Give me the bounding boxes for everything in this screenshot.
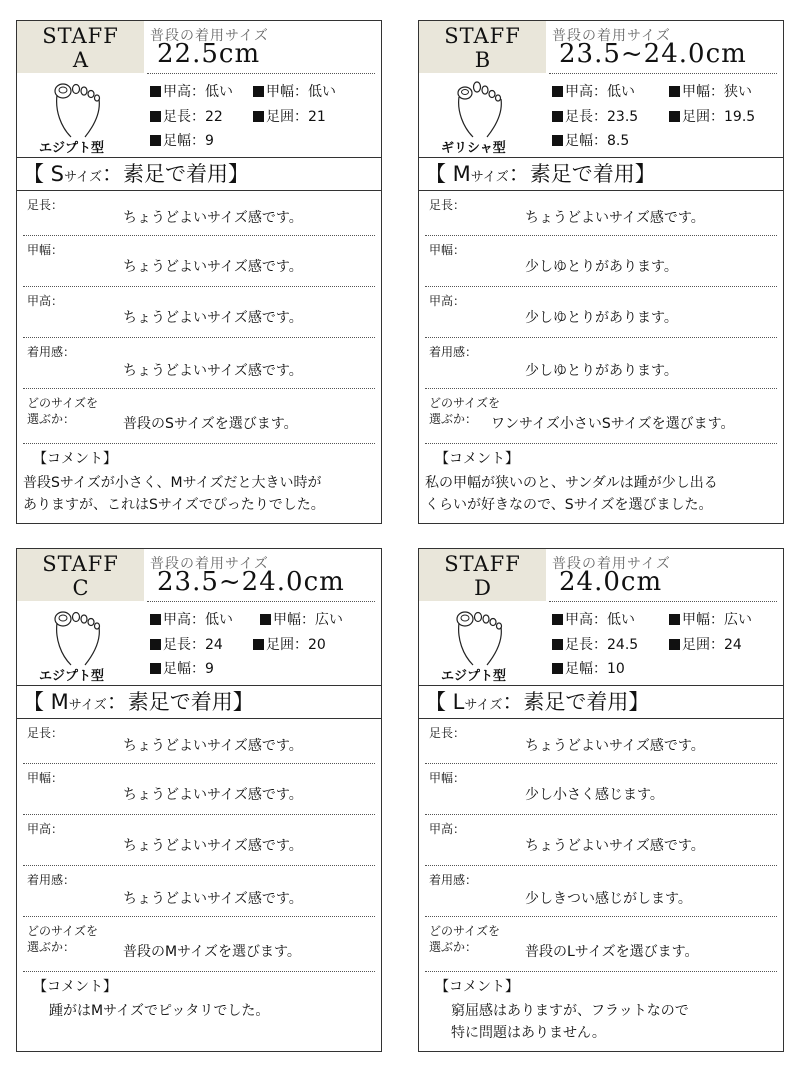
row-instep-height: 甲高： ちょうどよいサイズ感です。 <box>23 815 375 866</box>
spec-girth: 足囲：19.5 <box>669 106 755 126</box>
square-bullet-icon <box>253 111 264 122</box>
comment-text: 踵がはMサイズでピッタリでした。 <box>49 1003 270 1019</box>
size-heading: 【 Lサイズ：素足で着用】 <box>419 686 783 719</box>
row-instep-width: 甲幅： ちょうどよいサイズ感です。 <box>23 236 375 287</box>
divider <box>549 73 777 74</box>
square-bullet-icon <box>150 135 161 146</box>
staff-letter: C <box>72 576 89 600</box>
row-instep-height: 甲高： 少しゆとりがあります。 <box>425 287 777 338</box>
square-bullet-icon <box>552 135 563 146</box>
comment-heading: 【コメント】 <box>435 451 519 467</box>
comment-text: 私の甲幅が狭いのと、サンダルは踵が少し出る くらいが好きなので、Sサイズを選びました。 <box>425 475 718 513</box>
spec-length: 足長：24 <box>150 634 223 654</box>
square-bullet-icon <box>552 663 563 674</box>
spec-length: 足長：22 <box>150 106 223 126</box>
size-heading: 【 Mサイズ：素足で着用】 <box>419 158 783 191</box>
staff-label: STAFF <box>42 24 119 48</box>
foot-type: エジプト型 <box>39 669 105 684</box>
row-which-size: どのサイズを 選ぶか： 普段のLサイズを選びます。 <box>425 917 777 972</box>
square-bullet-icon <box>253 639 264 650</box>
foot-icon <box>49 81 105 139</box>
row-instep-width: 甲幅： 少し小さく感じます。 <box>425 764 777 815</box>
foot-type: ギリシャ型 <box>441 141 506 156</box>
row-which-size: どのサイズを 選ぶか： ワンサイズ小さいSサイズを選びます。 <box>425 389 777 444</box>
comment-heading: 【コメント】 <box>435 979 519 995</box>
square-bullet-icon <box>552 614 563 625</box>
row-which-size: どのサイズを 選ぶか： 普段のSサイズを選びます。 <box>23 389 375 444</box>
foot-icon <box>451 81 507 139</box>
usual-size: 22.5cm <box>157 39 261 69</box>
usual-size-label: 普段の着用サイズ <box>552 28 671 44</box>
foot-type: エジプト型 <box>39 141 105 156</box>
staff-letter: D <box>474 576 491 600</box>
review-rows <box>419 191 783 444</box>
spec-instep-width: 甲幅：広い <box>669 609 752 629</box>
row-length: 足長： ちょうどよいサイズ感です。 <box>425 719 777 764</box>
staff-card-d <box>418 548 784 1052</box>
square-bullet-icon <box>150 111 161 122</box>
usual-size: 23.5~24.0cm <box>157 567 345 597</box>
row-instep-height: 甲高： ちょうどよいサイズ感です。 <box>23 287 375 338</box>
spec-girth: 足囲：20 <box>253 634 326 654</box>
staff-label: STAFF <box>444 552 521 576</box>
staff-profile <box>419 549 783 686</box>
usual-size: 24.0cm <box>559 567 663 597</box>
comment-text: 普段Sサイズが小さく、Mサイズだと大きい時が ありますが、これはSサイズでぴったりでした。 <box>23 475 325 513</box>
row-instep-width: 甲幅： ちょうどよいサイズ感です。 <box>23 764 375 815</box>
square-bullet-icon <box>552 111 563 122</box>
spec-instep-height: 甲高：低い <box>552 609 635 629</box>
row-which-size: どのサイズを 選ぶか： 普段のMサイズを選びます。 <box>23 917 375 972</box>
usual-size: 23.5~24.0cm <box>559 39 747 69</box>
row-feel: 着用感： 少しきつい感じがします。 <box>425 866 777 917</box>
review-rows <box>419 719 783 972</box>
square-bullet-icon <box>150 639 161 650</box>
row-length: 足長： ちょうどよいサイズ感です。 <box>425 191 777 236</box>
row-length: 足長： ちょうどよいサイズ感です。 <box>23 191 375 236</box>
staff-profile <box>419 21 783 158</box>
square-bullet-icon <box>669 111 680 122</box>
divider <box>147 601 375 602</box>
foot-icon <box>451 609 507 667</box>
spec-instep-width: 甲幅：狭い <box>669 81 752 101</box>
square-bullet-icon <box>260 614 271 625</box>
staff-letter: B <box>474 48 491 72</box>
size-heading: 【 Sサイズ：素足で着用】 <box>17 158 381 191</box>
staff-letter: A <box>72 48 89 72</box>
staff-label: STAFF <box>444 24 521 48</box>
spec-instep-height: 甲高：低い <box>150 81 233 101</box>
square-bullet-icon <box>150 86 161 97</box>
square-bullet-icon <box>669 639 680 650</box>
usual-size-label: 普段の着用サイズ <box>150 556 269 572</box>
spec-girth: 足囲：24 <box>669 634 742 654</box>
staff-label: STAFF <box>42 552 119 576</box>
review-rows <box>17 191 381 444</box>
square-bullet-icon <box>552 86 563 97</box>
foot-icon <box>49 609 105 667</box>
spec-width: 足幅：8.5 <box>552 130 629 150</box>
staff-card-b <box>418 20 784 524</box>
spec-instep-height: 甲高：低い <box>552 81 635 101</box>
spec-length: 足長：24.5 <box>552 634 638 654</box>
spec-width: 足幅：9 <box>150 658 214 678</box>
row-length: 足長： ちょうどよいサイズ感です。 <box>23 719 375 764</box>
divider <box>147 73 375 74</box>
row-feel: 着用感： ちょうどよいサイズ感です。 <box>23 338 375 389</box>
comment-text: 窮屈感はありますが、フラットなので 特に問題はありません。 <box>451 1003 689 1041</box>
size-heading: 【 Mサイズ：素足で着用】 <box>17 686 381 719</box>
spec-girth: 足囲：21 <box>253 106 326 126</box>
staff-card-c <box>16 548 382 1052</box>
staff-badge <box>17 21 144 73</box>
square-bullet-icon <box>150 614 161 625</box>
spec-length: 足長：23.5 <box>552 106 638 126</box>
square-bullet-icon <box>253 86 264 97</box>
staff-profile <box>17 21 381 158</box>
square-bullet-icon <box>150 663 161 674</box>
staff-badge <box>17 549 144 601</box>
square-bullet-icon <box>552 639 563 650</box>
comment-heading: 【コメント】 <box>33 451 117 467</box>
staff-card-a <box>16 20 382 524</box>
spec-width: 足幅：10 <box>552 658 625 678</box>
foot-type: エジプト型 <box>441 669 507 684</box>
staff-badge <box>419 21 546 73</box>
staff-profile <box>17 549 381 686</box>
spec-width: 足幅：9 <box>150 130 214 150</box>
divider <box>549 601 777 602</box>
row-instep-height: 甲高： ちょうどよいサイズ感です。 <box>425 815 777 866</box>
spec-instep-width: 甲幅：広い <box>260 609 343 629</box>
usual-size-label: 普段の着用サイズ <box>150 28 269 44</box>
staff-badge <box>419 549 546 601</box>
spec-instep-height: 甲高：低い <box>150 609 233 629</box>
comment-heading: 【コメント】 <box>33 979 117 995</box>
row-feel: 着用感： ちょうどよいサイズ感です。 <box>23 866 375 917</box>
square-bullet-icon <box>669 614 680 625</box>
usual-size-label: 普段の着用サイズ <box>552 556 671 572</box>
square-bullet-icon <box>669 86 680 97</box>
row-feel: 着用感： 少しゆとりがあります。 <box>425 338 777 389</box>
spec-instep-width: 甲幅：低い <box>253 81 336 101</box>
row-instep-width: 甲幅： 少しゆとりがあります。 <box>425 236 777 287</box>
review-rows <box>17 719 381 972</box>
